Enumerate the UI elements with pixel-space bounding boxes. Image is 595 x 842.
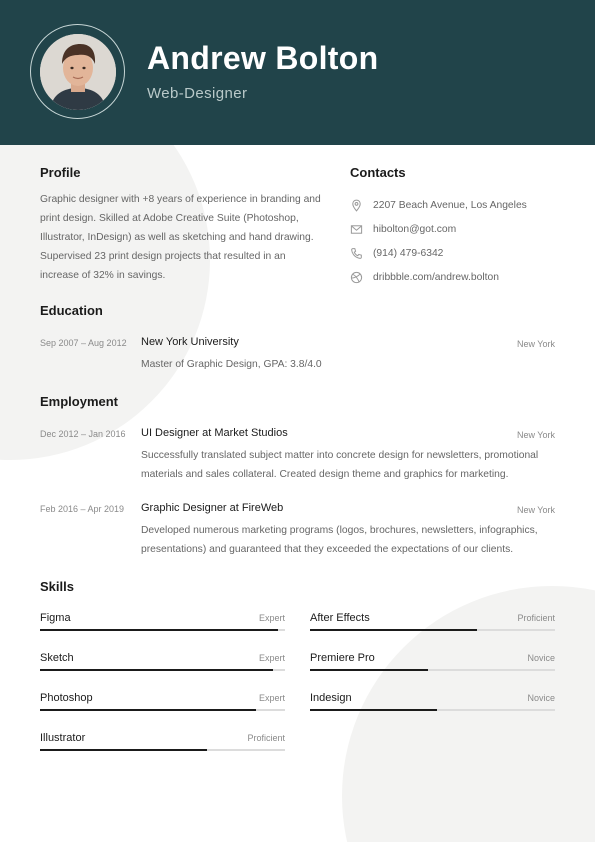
- contact-portfolio[interactable]: [350, 265, 527, 289]
- employment-location: New York: [516, 505, 555, 515]
- skill-bar-track: [40, 709, 285, 711]
- employment-date: Dec 2012 – Jan 2016: [40, 429, 126, 439]
- skill-bar-fill: [40, 749, 207, 751]
- skill-bar-fill: [310, 629, 477, 631]
- contact-phone-text[interactable]: (914) 479-6342: [373, 247, 444, 259]
- skill-item: [310, 652, 555, 682]
- portrait-photo: [40, 34, 116, 110]
- resume-header: [0, 0, 595, 145]
- skill-bar-track: [40, 749, 285, 751]
- employment-title: UI Designer at Market Studios: [141, 427, 288, 439]
- skill-level: Novice: [527, 653, 555, 663]
- dribbble-icon: [350, 271, 363, 284]
- employment-location: New York: [516, 430, 555, 440]
- skills-heading: Skills: [40, 579, 74, 594]
- contact-email-text[interactable]: hibolton@got.com: [373, 223, 457, 235]
- skill-item: [310, 612, 555, 642]
- skill-level: Expert: [258, 693, 285, 703]
- education-location: New York: [516, 339, 555, 349]
- skill-name: Indesign: [310, 692, 352, 704]
- contact-email[interactable]: [350, 217, 527, 241]
- skill-name: Photoshop: [40, 692, 93, 704]
- location-pin-icon: [350, 199, 363, 212]
- skill-bar-track: [310, 669, 555, 671]
- skill-bar-track: [310, 629, 555, 631]
- skill-item: [310, 692, 555, 722]
- education-date: Sep 2007 – Aug 2012: [40, 338, 127, 348]
- skill-level: Proficient: [517, 613, 555, 623]
- candidate-name: Andrew Bolton: [147, 40, 379, 76]
- education-description: Master of Graphic Design, GPA: 3.8/4.0: [141, 359, 322, 370]
- skill-name: Illustrator: [40, 732, 86, 744]
- skill-name: Premiere Pro: [310, 652, 375, 664]
- candidate-role: Web-Designer: [147, 85, 248, 102]
- contact-address-text: 2207 Beach Avenue, Los Angeles: [373, 199, 527, 211]
- education-heading: Education: [40, 303, 103, 318]
- skill-name: After Effects: [310, 612, 370, 624]
- skill-item: [40, 612, 285, 642]
- education-title: New York University: [141, 336, 239, 348]
- employment-description: Successfully translated subject matter into concrete design for newsletters, promotional materials and sales collateral. Created design theme and graphics for marketing.: [141, 450, 539, 480]
- contacts-heading: Contacts: [350, 165, 406, 180]
- avatar: [40, 34, 116, 110]
- skill-bar-fill: [40, 669, 273, 671]
- employment-date: Feb 2016 – Apr 2019: [40, 504, 125, 514]
- employment-heading: Employment: [40, 394, 119, 409]
- envelope-icon: [350, 223, 363, 236]
- employment-description: Developed numerous marketing programs (logos, brochures, newsletters, infographics, presentations) and guaranteed that they exceeded the expectations of our clients.: [141, 525, 538, 555]
- profile-heading: Profile: [40, 165, 81, 180]
- skill-bar-track: [40, 629, 285, 631]
- skill-bar-track: [310, 709, 555, 711]
- contact-portfolio-text[interactable]: dribbble.com/andrew.bolton: [373, 271, 499, 283]
- skill-bar-fill: [310, 709, 437, 711]
- phone-icon: [350, 247, 363, 260]
- skill-bar-fill: [40, 709, 256, 711]
- profile-text: Graphic designer with +8 years of experience in branding and print design. Skilled at Adobe Creative Suite (Photoshop, Illustrator, InDesign) as well as sketching and hand drawing. Supervised 23 print design projects that resulted in an increase of 32% in savings.: [40, 194, 321, 281]
- skill-name: Sketch: [40, 652, 74, 664]
- skill-level: Proficient: [247, 733, 285, 743]
- contact-address: [350, 193, 527, 217]
- skill-level: Expert: [258, 653, 285, 663]
- skill-item: [40, 652, 285, 682]
- employment-title: Graphic Designer at FireWeb: [141, 502, 284, 514]
- contact-phone[interactable]: [350, 241, 527, 265]
- skill-bar-fill: [310, 669, 428, 671]
- skill-level: Novice: [527, 693, 555, 703]
- skill-item: [40, 692, 285, 722]
- skill-name: Figma: [40, 612, 71, 624]
- skill-bar-fill: [40, 629, 278, 631]
- skill-item: [40, 732, 285, 762]
- skill-level: Expert: [258, 613, 285, 623]
- contacts-list: [350, 193, 527, 289]
- skill-bar-track: [40, 669, 285, 671]
